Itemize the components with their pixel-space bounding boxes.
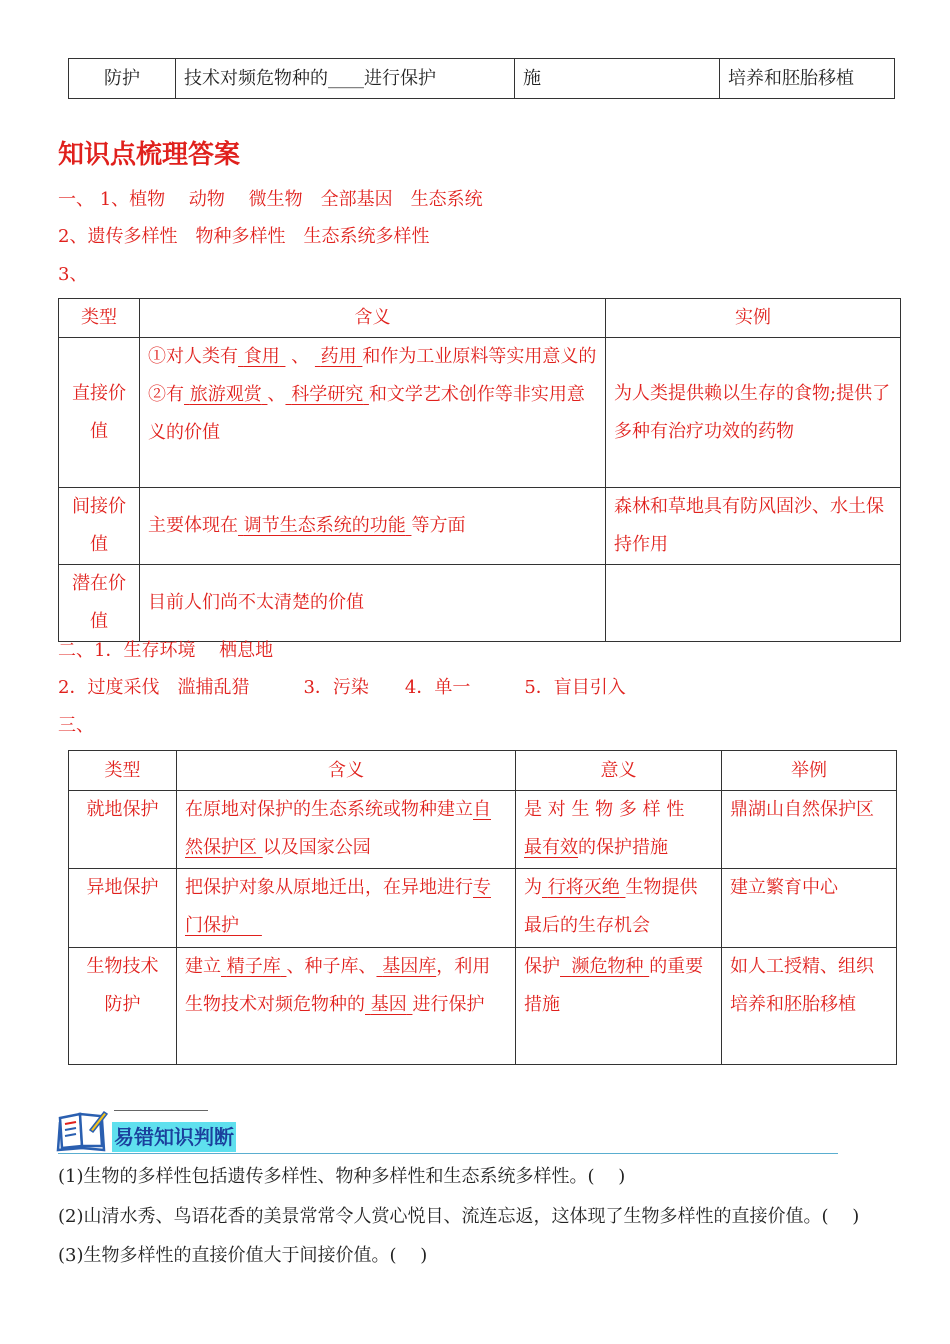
badge-underline-top	[114, 1110, 208, 1111]
answer-line-s2-1: 二、1．生存环境 栖息地	[58, 640, 274, 661]
value-type-direct-label: 直接价值	[72, 382, 126, 442]
value-table	[58, 298, 901, 642]
direct-m2-prefix: ②有	[148, 384, 184, 405]
badge-label: 易错知识判断	[112, 1122, 236, 1152]
protection-type-insitu: 就地保护	[69, 791, 177, 869]
protection-exsitu-example: 建立繁育中心	[722, 869, 897, 948]
book-icon	[56, 1108, 108, 1152]
protection-biotech-significance	[516, 948, 722, 1065]
protection-header-example: 举例	[722, 751, 897, 791]
protection-type-biotech: 生物技术防护	[69, 948, 177, 1065]
protection-exsitu-meaning	[177, 869, 516, 948]
biotech-sig-answer: 濒危物种	[571, 956, 644, 977]
biotech-sig-suffix: 的重要措施	[524, 956, 704, 1015]
answer-line-s2-2: 2．过度采伐 滥捕乱猎 3．污染 4．单一 5．盲目引入	[58, 677, 626, 698]
answer-line-2: 2、遗传多样性 物种多样性 生态系统多样性	[58, 226, 430, 247]
protection-type-exsitu: 异地保护	[69, 869, 177, 948]
exsitu-sig-suffix: 生物提供最后的生存机会	[524, 877, 698, 936]
direct-m1-answer-a: 食用	[243, 346, 280, 367]
biotech-p1: 建立	[185, 956, 221, 977]
value-potential-example	[606, 565, 901, 642]
answer-line-3: 3、	[58, 264, 88, 285]
protection-insitu-significance	[516, 791, 722, 869]
value-direct-meaning	[140, 338, 606, 488]
top-table-fragment	[68, 58, 895, 99]
protection-biotech-example: 如人工授精、组织培养和胚胎移植	[722, 948, 897, 1065]
indirect-suffix: 等方面	[411, 515, 466, 536]
answer-line-s3: 三、	[58, 715, 94, 736]
direct-m1-answer-b: 药用	[320, 346, 357, 367]
exsitu-sig-answer: 行将灭绝	[547, 877, 620, 898]
biotech-p2: 、种子库、	[286, 956, 377, 977]
question-3: (3)生物多样性的直接价值大于间接价值。( )	[58, 1245, 428, 1266]
protection-header-meaning: 含义	[177, 751, 516, 791]
indirect-prefix: 主要体现在	[148, 515, 238, 536]
insitu-answer: 自然保护区	[185, 799, 491, 858]
value-indirect-meaning	[140, 488, 606, 565]
question-1: (1)生物的多样性包括遗传多样性、物种多样性和生态系统多样性。( )	[58, 1166, 626, 1187]
value-table-header-type: 类型	[59, 299, 140, 338]
direct-m2-suffix: 和文学艺术创作等非实用意义的价值	[148, 384, 585, 443]
protection-biotech-meaning	[177, 948, 516, 1065]
top-cell-significance: 施	[515, 59, 720, 99]
top-cell-meaning: 技术对频危物种的____进行保护	[176, 59, 515, 99]
protection-insitu-meaning	[177, 791, 516, 869]
biotech-answer-c: 基因	[370, 994, 407, 1015]
insitu-suffix: 以及国家公园	[262, 837, 371, 858]
value-type-potential: 潜在价值	[59, 565, 140, 642]
insitu-sig-suffix: 的保护措施	[578, 837, 668, 858]
insitu-prefix: 在原地对保护的生态系统或物种建立	[185, 799, 473, 820]
direct-m2-sep: 、	[267, 384, 286, 405]
protection-insitu-example: 鼎湖山自然保护区	[722, 791, 897, 869]
direct-m1-prefix: ①对人类有	[148, 346, 238, 367]
protection-exsitu-significance	[516, 869, 722, 948]
insitu-sig-prefix: 是 对 生 物 多 样 性	[524, 799, 685, 820]
biotech-p3: ，利用生物技术对频危物种的	[185, 956, 491, 1015]
top-cell-example: 培养和胚胎移植	[720, 59, 895, 99]
value-table-header-meaning: 含义	[140, 299, 606, 338]
value-direct-example: 为人类提供赖以生存的食物;提供了多种有治疗功效的药物	[606, 338, 901, 488]
insitu-sig-answer: 最有效	[524, 837, 578, 858]
value-type-indirect: 间接价值	[59, 488, 140, 565]
direct-m2-answer-b: 科学研究	[291, 384, 364, 405]
protection-table	[68, 750, 897, 1065]
direct-m1-sep: 、	[291, 346, 310, 367]
value-type-direct	[59, 338, 140, 488]
direct-m2-answer-a: 旅游观赏	[189, 384, 262, 405]
exsitu-answer: 专门保护	[185, 877, 491, 936]
value-indirect-example: 森林和草地具有防风固沙、水土保持作用	[606, 488, 901, 565]
value-table-header-example: 实例	[606, 299, 901, 338]
indirect-answer: 调节生态系统的功能	[243, 515, 406, 536]
protection-header-type: 类型	[69, 751, 177, 791]
answer-line-1: 一、 1、植物 动物 微生物 全部基因 生态系统	[58, 189, 483, 210]
biotech-p4: 进行保护	[412, 994, 485, 1015]
protection-header-significance: 意义	[516, 751, 722, 791]
direct-m1-suffix: 和作为工业原料等实用意义的	[362, 346, 597, 367]
biotech-answer-a: 精子库	[226, 956, 281, 977]
question-2: (2)山清水秀、鸟语花香的美景常常令人赏心悦目、流连忘返，这体现了生物多样性的直接价值。( )	[58, 1206, 860, 1227]
exsitu-prefix: 把保护对象从原地迁出，在异地进行	[185, 877, 473, 898]
top-cell-type: 防护	[69, 59, 176, 99]
biotech-sig-prefix: 保护	[524, 956, 560, 977]
exsitu-sig-prefix: 为	[524, 877, 542, 898]
badge-rule	[58, 1153, 838, 1154]
biotech-answer-b: 基因库	[382, 956, 437, 977]
section-title: 知识点梳理答案	[58, 140, 241, 170]
value-potential-meaning: 目前人们尚不太清楚的价值	[140, 565, 606, 642]
